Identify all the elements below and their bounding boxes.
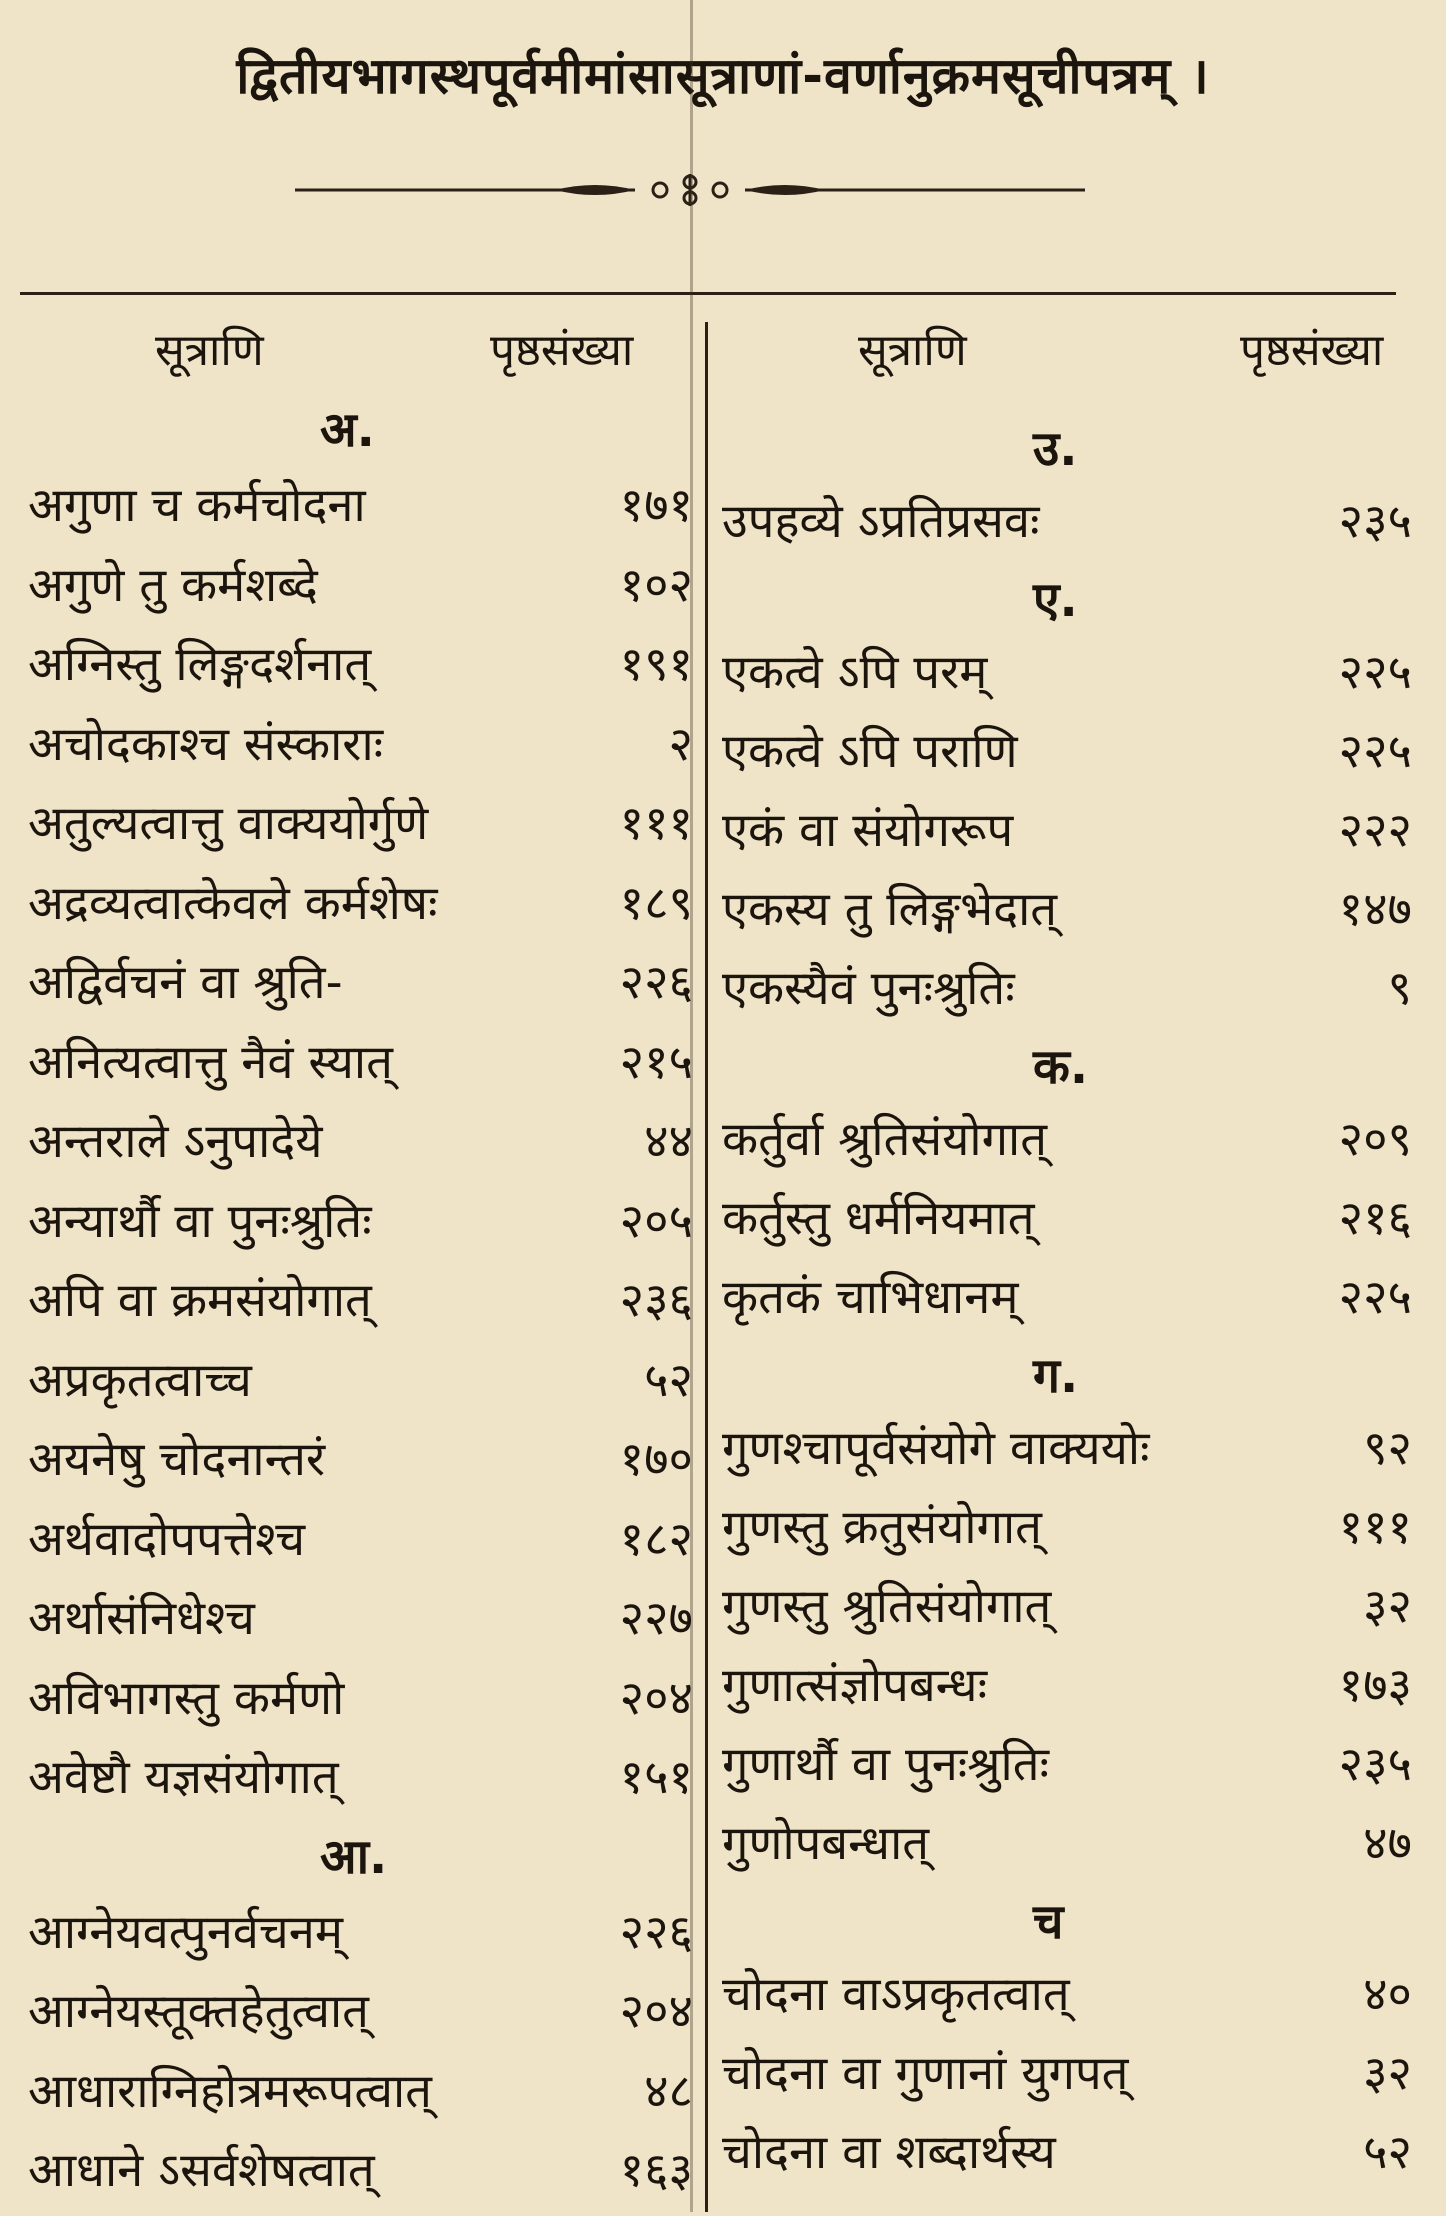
section-letter: क.	[1033, 1039, 1089, 1095]
sutra-text: गुणश्चापूर्वसंयोगे वाक्ययोः	[722, 1421, 1150, 1476]
page-number: २३५	[1338, 1737, 1412, 1792]
section-letter: आ.	[320, 1828, 388, 1885]
header-prishtha: पृष्ठसंख्या	[490, 325, 634, 376]
page-number: २०४	[619, 1670, 693, 1726]
index-row	[28, 710, 693, 790]
header-sutrani: सूत्राणि	[155, 325, 264, 376]
page-number: १५१	[619, 1750, 693, 1805]
sutra-text: चोदना वा शब्दार्थस्य	[722, 2125, 1056, 2180]
index-row	[722, 1809, 1412, 1889]
index-row	[722, 2118, 1412, 2198]
index-row	[28, 1028, 693, 1108]
page-number: ९	[1387, 961, 1412, 1016]
page-number: १८९	[619, 875, 693, 931]
header-prishtha: पृष्ठसंख्या	[1240, 325, 1384, 376]
sutra-text: गुणस्तु श्रुतिसंयोगात्	[722, 1579, 1052, 1634]
index-row	[722, 875, 1412, 955]
sutra-text: अगुणे तु कर्मशब्दे	[28, 557, 318, 613]
index-row	[28, 2057, 693, 2137]
index-row	[28, 789, 693, 869]
sutra-text: अर्थासंनिधेश्च	[28, 1591, 255, 1646]
page-number: २०५	[619, 1193, 693, 1249]
section-letter: उ.	[1033, 421, 1078, 477]
sutra-text: अनित्यत्वात्तु नैवं स्यात्	[28, 1034, 393, 1090]
page-number: २२६	[619, 1904, 693, 1960]
page-number: २१५	[619, 1034, 693, 1090]
page-number: २०९	[1338, 1112, 1412, 1167]
sutra-text: अन्तराले ऽनुपादेये	[28, 1114, 323, 1169]
index-row	[722, 638, 1412, 718]
index-row	[722, 1572, 1412, 1652]
sutra-text: अद्रव्यत्वात्केवले कर्मशेषः	[28, 875, 438, 931]
page-number: १६३	[619, 2143, 693, 2198]
page-number: ३२	[1363, 2046, 1412, 2101]
page-number: २३५	[1338, 494, 1412, 549]
section-letter: च	[1033, 1894, 1064, 1950]
sutra-text: कर्तुर्वा श्रुतिसंयोगात्	[722, 1112, 1047, 1167]
sutra-text: गुणस्तु क्रतुसंयोगात्	[722, 1500, 1042, 1555]
index-row	[722, 954, 1412, 1034]
index-row	[28, 1107, 693, 1187]
sutra-text: अविभागस्तु कर्मणो	[28, 1670, 345, 1726]
page-number: १९१	[619, 637, 693, 692]
index-row	[722, 1105, 1412, 1185]
sutra-text: कृतकं चाभिधानम्	[722, 1270, 1019, 1325]
page-number: १११	[619, 796, 693, 851]
page-number: २२६	[619, 955, 693, 1010]
index-row	[722, 717, 1412, 797]
header-sutrani: सूत्राणि	[858, 325, 967, 376]
index-row	[28, 1187, 693, 1267]
page-number: १७०	[619, 1432, 693, 1487]
sutra-text: गुणार्थौ वा पुनःश्रुतिः	[722, 1737, 1050, 1792]
sutra-text: अतुल्यत्वात्तु वाक्ययोर्गुणे	[28, 796, 429, 851]
sutra-text: अचोदकाश्च संस्काराः	[28, 716, 384, 772]
index-row	[28, 1977, 693, 2057]
column-divider	[705, 322, 708, 2212]
section-letter: ए.	[1033, 572, 1078, 628]
sutra-text: अर्थवादोपपत्तेश्च	[28, 1511, 306, 1567]
sutra-text: अद्विर्वचनं वा श्रुति-	[28, 955, 343, 1010]
index-row	[722, 1651, 1412, 1731]
sutra-text: एकस्यैवं पुनःश्रुतिः	[722, 961, 1015, 1016]
page-number: ५२	[644, 1352, 693, 1408]
page-number: ५२	[1363, 2125, 1412, 2180]
page-number: १७१	[619, 478, 693, 533]
sutra-text: कर्तुस्तु धर्मनियमात्	[722, 1191, 1035, 1246]
page-number: २३६	[619, 1273, 693, 1328]
index-row	[722, 1184, 1412, 1264]
sutra-text: आधाराग्निहोत्रमरूपत्वात्	[28, 2063, 432, 2119]
index-row	[722, 1263, 1412, 1343]
sutra-text: एकस्य तु लिङ्गभेदात्	[722, 882, 1058, 937]
index-row	[722, 487, 1412, 567]
sutra-text: अगुणा च कर्मचोदना	[28, 478, 366, 533]
sutra-text: चोदना वाऽप्रकृतत्वात्	[722, 1967, 1070, 2022]
page-number: ९२	[1363, 1421, 1412, 1476]
index-row	[28, 1584, 693, 1664]
index-row	[28, 869, 693, 949]
section-letter: ग.	[1033, 1348, 1079, 1404]
sutra-text: अवेष्टौ यज्ञसंयोगात्	[28, 1750, 339, 1805]
page-number: २२७	[619, 1591, 693, 1646]
sutra-text: गुणोपबन्धात्	[722, 1816, 930, 1871]
sutra-text: आधाने ऽसर्वशेषत्वात्	[28, 2143, 375, 2198]
sutra-text: एकत्वे ऽपि पराणि	[722, 724, 1018, 779]
index-row	[28, 1743, 693, 1823]
sutra-text: एकं वा संयोगरूप	[722, 803, 1014, 858]
index-row	[28, 1425, 693, 1505]
page-number: ४०	[1363, 1967, 1412, 2022]
page-number: २२५	[1338, 1270, 1412, 1325]
sutra-text: अपि वा क्रमसंयोगात्	[28, 1273, 372, 1328]
sutra-text: गुणात्संज्ञोपबन्धः	[722, 1658, 988, 1713]
index-row	[28, 1898, 693, 1978]
index-row	[722, 1730, 1412, 1810]
index-row	[722, 1960, 1412, 2040]
sutra-text: आग्नेयस्तूक्तहेतुत्वात्	[28, 1984, 369, 2039]
page-number: ३२	[1363, 1579, 1412, 1634]
index-row	[28, 551, 693, 631]
sutra-text: उपहव्ये ऽप्रतिप्रसवः	[722, 494, 1040, 549]
section-letter: अ.	[320, 402, 375, 458]
page-number: ४८	[644, 2063, 693, 2119]
page-number: २२५	[1338, 645, 1412, 700]
index-row	[28, 630, 693, 710]
sutra-text: चोदना वा गुणानां युगपत्	[722, 2046, 1129, 2101]
sutra-text: अन्यार्थौ वा पुनःश्रुतिः	[28, 1193, 372, 1249]
index-row	[28, 1346, 693, 1426]
index-row	[722, 1493, 1412, 1573]
index-row	[28, 1664, 693, 1744]
page-number: १०२	[619, 557, 693, 613]
page-number: ४७	[1363, 1816, 1412, 1871]
page-number: २२५	[1338, 724, 1412, 779]
sutra-text: आग्नेयवत्पुनर्वचनम्	[28, 1904, 343, 1960]
index-row	[722, 2039, 1412, 2119]
sutra-text: अप्रकृतत्वाच्च	[28, 1352, 252, 1408]
page-number: २	[668, 716, 693, 772]
index-row	[28, 2136, 693, 2216]
top-rule	[20, 292, 1396, 295]
index-row	[28, 471, 693, 551]
page-title: द्वितीयभागस्थपूर्वमीमांसासूत्राणां-वर्णानुक्रमसूचीपत्रम् ।	[236, 47, 1210, 105]
page-number: १४७	[1338, 882, 1412, 937]
sutra-text: अयनेषु चोदनान्तरं	[28, 1432, 326, 1487]
index-row	[28, 1266, 693, 1346]
index-row	[722, 796, 1412, 876]
page-number: २०४	[619, 1984, 693, 2039]
page-number: २१६	[1338, 1191, 1412, 1246]
page-number: १७३	[1338, 1658, 1412, 1713]
page-number: १८२	[619, 1511, 693, 1567]
sutra-text: अग्निस्तु लिङ्गदर्शनात्	[28, 637, 372, 692]
page-number: १११	[1338, 1500, 1412, 1555]
page-number: ४४	[644, 1114, 693, 1169]
index-row	[28, 1505, 693, 1585]
index-row	[722, 1414, 1412, 1494]
page-number: २२२	[1338, 803, 1412, 858]
sutra-text: एकत्वे ऽपि परम्	[722, 645, 988, 700]
index-row	[28, 948, 693, 1028]
